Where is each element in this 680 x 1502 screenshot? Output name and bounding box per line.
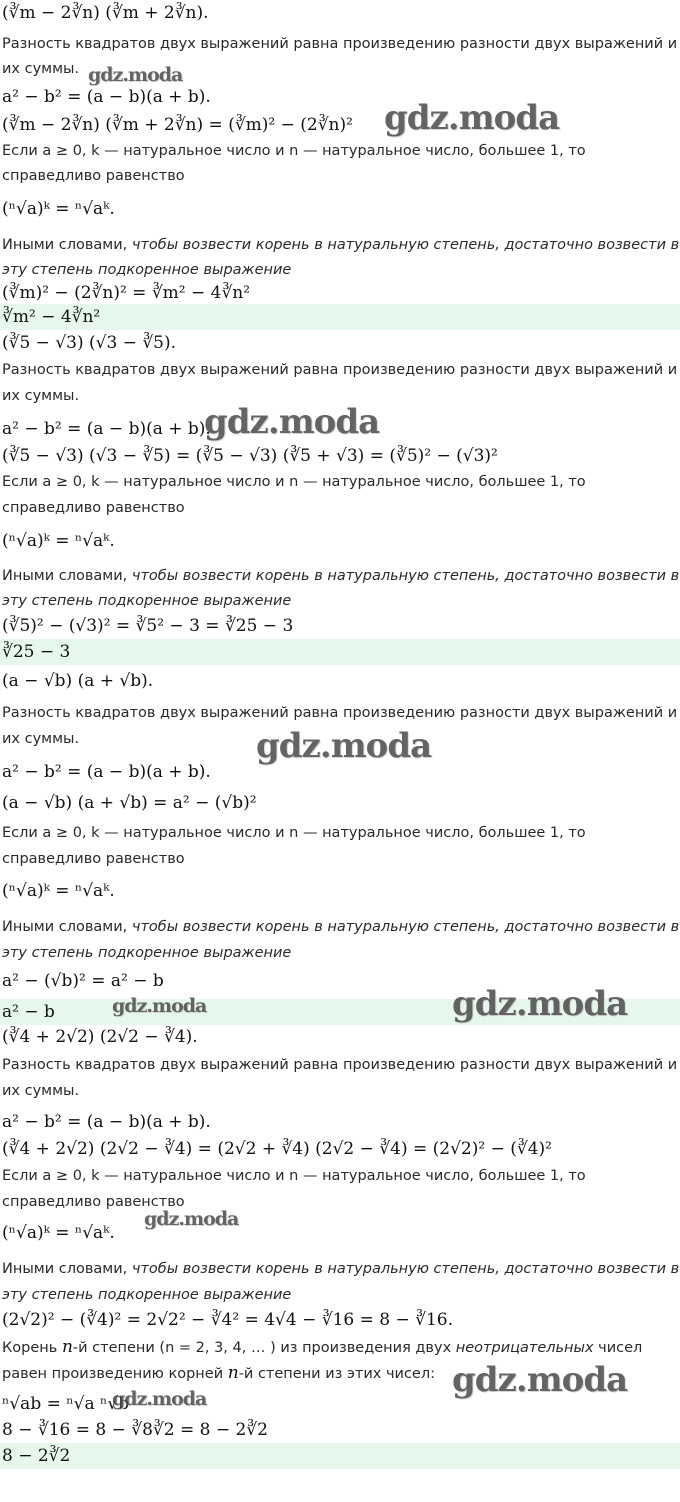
final-calculation: 8 − ∛16 = 8 − ∛8∛2 = 8 − 2∛2 xyxy=(2,1420,268,1440)
note-text xyxy=(2,916,680,938)
note-plain: Иными словами, xyxy=(2,568,132,584)
watermark: gdz.moda xyxy=(112,1388,207,1410)
answer: 8 − 2∛2 xyxy=(2,1446,71,1466)
task-expression: (∛4 + 2√2) (2√2 − ∛4). xyxy=(2,1027,198,1047)
root-rule-part: чисел xyxy=(593,1340,643,1356)
watermark: gdz.moda xyxy=(204,402,380,442)
note-text: эту степень подкоренное выражение xyxy=(2,262,292,278)
result-formula: a² − (√b)² = a² − b xyxy=(2,971,164,991)
watermark: gdz.moda xyxy=(112,995,207,1017)
rule-text: Разность квадратов двух выражений равна произведению разности двух выражений и xyxy=(2,1057,678,1073)
rule-text: их суммы. xyxy=(2,388,80,404)
watermark: gdz.moda xyxy=(256,726,432,766)
note-text xyxy=(2,1258,680,1280)
rule-text: Разность квадратов двух выражений равна произведению разности двух выражений и xyxy=(2,705,678,721)
condition-text: Если a ≥ 0, k — натуральное число и n — натуральное число, большее 1, то xyxy=(2,1168,586,1184)
power-root-formula: (ⁿ√a)ᵏ = ⁿ√aᵏ. xyxy=(2,199,115,219)
note-italic: чтобы возвести корень в натуральную степень, достаточно возвести в xyxy=(131,1261,680,1277)
watermark: gdz.moda xyxy=(384,98,560,138)
note-plain: Иными словами, xyxy=(2,237,132,253)
condition-text: Если a ≥ 0, k — натуральное число и n — натуральное число, большее 1, то xyxy=(2,825,586,841)
note-text xyxy=(2,565,680,587)
root-rule-text xyxy=(2,1336,680,1359)
task-expression: (∛m − 2∛n) (∛m + 2∛n). xyxy=(2,3,209,23)
watermark: gdz.moda xyxy=(88,64,183,86)
identity-formula: a² − b² = (a − b)(a + b). xyxy=(2,87,211,107)
root-rule-part: равен произведению корней xyxy=(2,1366,228,1382)
result-formula: (2√2)² − (∛4)² = 2√2² − ∛4² = 4√4 − ∛16 = 8 − ∛16. xyxy=(2,1310,453,1330)
watermark: gdz.moda xyxy=(452,984,628,1024)
rule-text: их суммы. xyxy=(2,1083,80,1099)
root-rule-part: -й степени (n = 2, 3, 4, … ) из произведения двух xyxy=(72,1340,456,1356)
root-rule-part: n xyxy=(61,1337,73,1357)
rule-text: их суммы. xyxy=(2,61,80,77)
expansion-formula: (∛m − 2∛n) (∛m + 2∛n) = (∛m)² − (2∛n)² xyxy=(2,115,353,135)
note-plain: Иными словами, xyxy=(2,919,132,935)
expansion-formula: (a − √b) (a + √b) = a² − (√b)² xyxy=(2,793,257,813)
expansion-formula: (∛5 − √3) (√3 − ∛5) = (∛5 − √3) (∛5 + √3) = (∛5)² − (√3)² xyxy=(2,446,498,466)
identity-formula: a² − b² = (a − b)(a + b). xyxy=(2,1112,211,1132)
watermark: gdz.moda xyxy=(452,1360,628,1400)
root-rule-part: -й степени из этих чисел: xyxy=(238,1366,436,1382)
expansion-formula: (∛4 + 2√2) (2√2 − ∛4) = (2√2 + ∛4) (2√2 − ∛4) = (2√2)² − (∛4)² xyxy=(2,1139,552,1159)
note-italic: чтобы возвести корень в натуральную степень, достаточно возвести в xyxy=(131,568,680,584)
power-root-formula: (ⁿ√a)ᵏ = ⁿ√aᵏ. xyxy=(2,1223,115,1243)
task-expression: (a − √b) (a + √b). xyxy=(2,671,154,691)
note-text: эту степень подкоренное выражение xyxy=(2,945,292,961)
result-formula: (∛5)² − (√3)² = ∛5² − 3 = ∛25 − 3 xyxy=(2,616,294,636)
identity-formula: a² − b² = (a − b)(a + b). xyxy=(2,762,211,782)
power-root-formula: (ⁿ√a)ᵏ = ⁿ√aᵏ. xyxy=(2,531,115,551)
note-plain: Иными словами, xyxy=(2,1261,132,1277)
answer: ∛25 − 3 xyxy=(2,642,71,662)
root-rule-part: неотрицательных xyxy=(455,1340,594,1356)
condition-text: Если a ≥ 0, k — натуральное число и n — натуральное число, большее 1, то xyxy=(2,474,586,490)
rule-text: Разность квадратов двух выражений равна произведению разности двух выражений и xyxy=(2,36,678,52)
task-expression: (∛5 − √3) (√3 − ∛5). xyxy=(2,333,177,353)
note-text xyxy=(2,234,680,256)
condition-text: справедливо равенство xyxy=(2,1194,185,1210)
rule-text: Разность квадратов двух выражений равна произведению разности двух выражений и xyxy=(2,362,678,378)
answer: ∛m² − 4∛n² xyxy=(2,307,101,327)
root-rule-part: n xyxy=(227,1363,239,1383)
condition-text: справедливо равенство xyxy=(2,851,185,867)
condition-text: справедливо равенство xyxy=(2,500,185,516)
result-formula: (∛m)² − (2∛n)² = ∛m² − 4∛n² xyxy=(2,283,251,303)
rule-text: их суммы. xyxy=(2,731,80,747)
root-product-formula: ⁿ√ab = ⁿ√a ⁿ√b xyxy=(2,1394,130,1414)
note-italic: чтобы возвести корень в натуральную степень, достаточно возвести в xyxy=(131,919,680,935)
note-text: эту степень подкоренное выражение xyxy=(2,593,292,609)
root-rule-part: Корень xyxy=(2,1340,62,1356)
condition-text: Если a ≥ 0, k — натуральное число и n — натуральное число, большее 1, то xyxy=(2,143,586,159)
watermark: gdz.moda xyxy=(144,1208,239,1230)
condition-text: справедливо равенство xyxy=(2,168,185,184)
note-italic: чтобы возвести корень в натуральную степень, достаточно возвести в xyxy=(131,237,680,253)
note-text: эту степень подкоренное выражение xyxy=(2,1287,292,1303)
power-root-formula: (ⁿ√a)ᵏ = ⁿ√aᵏ. xyxy=(2,881,115,901)
identity-formula: a² − b² = (a − b)(a + b). xyxy=(2,419,211,439)
answer: a² − b xyxy=(2,1002,55,1022)
